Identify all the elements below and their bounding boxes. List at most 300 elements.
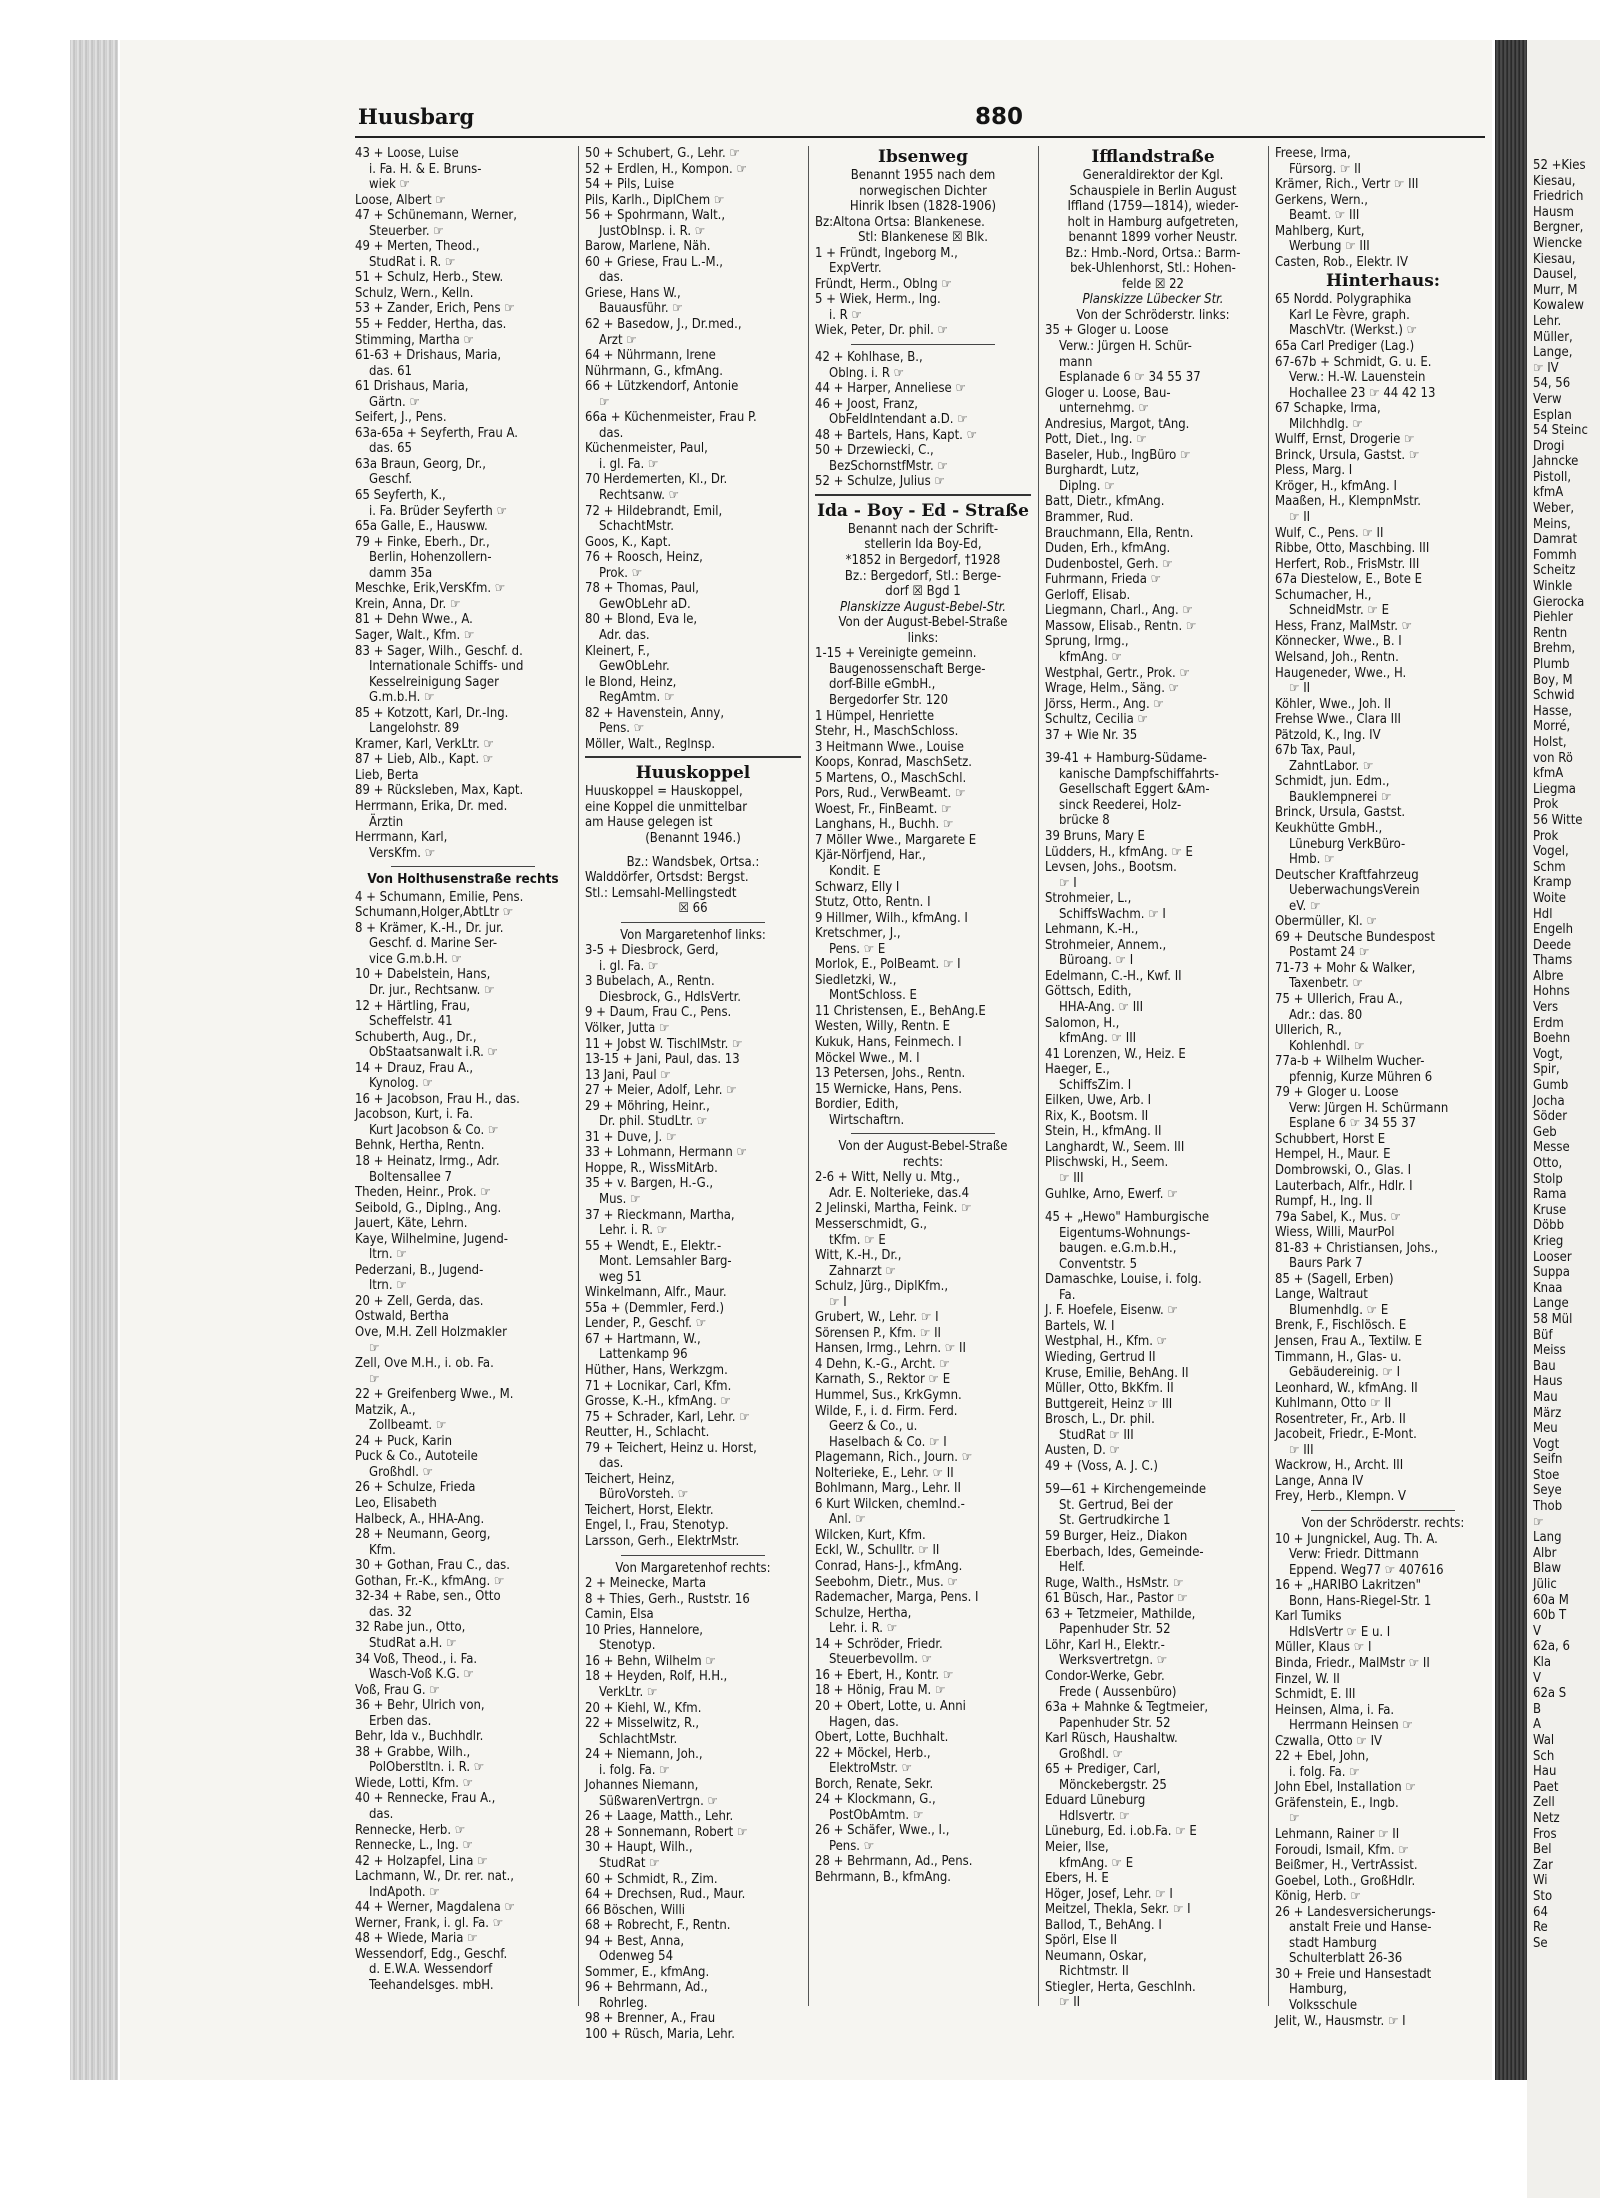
directory-entry: Witt, K.-H., Dr.,	[815, 1248, 902, 1264]
directory-entry-continuation: Internationale Schiffs- und	[369, 659, 524, 675]
directory-entry: Haeger, E.,	[1045, 1062, 1110, 1078]
directory-entry-continuation: Rohrleg.	[599, 1995, 648, 2011]
directory-entry: 24 + Klockmann, G.,	[815, 1792, 936, 1808]
next-page-text-fragment: Blaw	[1533, 1561, 1562, 1577]
next-page-text-fragment: Meiss	[1533, 1343, 1566, 1359]
directory-entry: 22 + Ebel, John,	[1275, 1749, 1369, 1765]
directory-entry-continuation: Postamt 24 ☞	[1289, 945, 1370, 961]
directory-entry: Rademacher, Marga, Pens. I	[815, 1590, 979, 1606]
directory-entry: 3-5 + Diesbrock, Gerd,	[585, 943, 719, 959]
directory-entry-continuation: G.m.b.H. ☞	[369, 690, 435, 706]
directory-entry: Pederzani, B., Jugend-	[355, 1262, 484, 1278]
directory-entry: Köhler, Wwe., Joh. II	[1275, 696, 1392, 712]
directory-entry: 44 + Harper, Anneliese ☞	[815, 381, 966, 397]
directory-entry-continuation: Hamburg,	[1289, 1982, 1347, 1998]
directory-entry-continuation: Baugenossenschaft Berge-	[829, 661, 986, 677]
directory-entry: Voß, Frau G. ☞	[355, 1682, 440, 1698]
next-page-text-fragment: Plumb	[1533, 657, 1570, 672]
directory-entry-continuation: Bergedorfer Str. 120	[829, 692, 949, 708]
directory-entry: Obert, Lotte, Buchhalt.	[815, 1730, 949, 1746]
directory-entry-continuation: das. 32	[369, 1604, 412, 1620]
street-info: holt in Hamburg aufgetreten,	[1067, 214, 1239, 230]
directory-entry-continuation: Papenhuder Str. 52	[1059, 1715, 1171, 1731]
directory-entry-continuation: Lehr. i. R. ☞	[599, 1223, 668, 1239]
directory-entry: 61-63 + Drishaus, Maria,	[355, 348, 502, 364]
directory-entry-continuation: Lehr. i. R. ☞	[829, 1621, 898, 1637]
directory-entry: Seibold, G., Diplng., Ang.	[355, 1200, 502, 1216]
section-rule	[621, 1555, 765, 1556]
directory-entry: Strohmeier, Annem.,	[1045, 937, 1167, 953]
directory-entry-continuation: Odenweg 54	[599, 1949, 674, 1965]
directory-entry: 77a-b + Wilhelm Wucher-	[1275, 1054, 1425, 1070]
directory-columns	[355, 146, 1485, 2042]
next-page-text-fragment: Engelh	[1533, 922, 1574, 938]
directory-entry: Lange, Anna IV	[1275, 1473, 1364, 1489]
directory-entry-continuation: ☞	[369, 1371, 380, 1387]
directory-entry: 66 Böschen, Willi	[585, 1902, 686, 1918]
next-page-text-fragment: Bel	[1533, 1842, 1552, 1858]
directory-entry: Brinck, Ursula, Gastst. ☞	[1275, 447, 1420, 463]
directory-entry-continuation: Steuerber. ☞	[369, 223, 444, 239]
directory-entry-continuation: StudRat i. R. ☞	[369, 254, 456, 270]
directory-entry-continuation: Kondit. E	[829, 863, 881, 879]
directory-entry: 63 + Tetzmeier, Mathilde,	[1045, 1606, 1196, 1622]
directory-entry: 9 + Daum, Frau C., Pens.	[585, 1005, 732, 1021]
directory-entry: Wackrow, H., Archt. III	[1275, 1458, 1404, 1474]
directory-entry-continuation: StudRat a.H. ☞	[369, 1635, 457, 1651]
next-page-text-fragment: März	[1533, 1405, 1562, 1421]
next-page-text-fragment: B	[1533, 1701, 1542, 1717]
directory-entry: 51 + Schulz, Herb., Stew.	[355, 270, 504, 286]
directory-entry-continuation: Gebäudereinig. ☞ I	[1289, 1365, 1401, 1381]
directory-entry: Kjär-Nörfjend, Har.,	[815, 848, 926, 864]
directory-entry: Lehmann, K.-H.,	[1045, 922, 1139, 938]
directory-entry: 67a Diestelow, E., Bote E	[1275, 572, 1423, 588]
directory-entry-continuation: Adr. E. Nolterieke, das.4	[829, 1185, 970, 1201]
directory-entry-continuation: Lattenkamp 96	[599, 1347, 688, 1363]
directory-entry-continuation: Oblng. i. R ☞	[829, 365, 905, 381]
directory-entry: Damaschke, Louise, i. folg.	[1045, 1272, 1202, 1288]
directory-entry: Lüdders, H., kfmAng. ☞ E	[1045, 844, 1193, 860]
directory-entry: Plischwski, H., Seem.	[1045, 1155, 1169, 1171]
next-page-text-fragment: Meu	[1533, 1421, 1558, 1437]
directory-entry-continuation: Karl Le Fèvre, graph.	[1289, 307, 1410, 323]
directory-entry-continuation: ltrn. ☞	[369, 1278, 407, 1294]
directory-entry: 52 + Erdlen, H., Kompon. ☞	[585, 161, 747, 177]
directory-entry: Gerkens, Wern.,	[1275, 192, 1368, 208]
next-page-text-fragment: 62a, 6	[1533, 1639, 1570, 1655]
directory-entry: 20 + Obert, Lotte, u. Anni	[815, 1698, 966, 1714]
next-page-text-fragment: Dausel,	[1533, 267, 1577, 283]
directory-entry-continuation: Geschf. d. Marine Ser-	[369, 936, 498, 952]
directory-entry-continuation: Helf.	[1059, 1560, 1086, 1576]
directory-entry: 61 Büsch, Har., Pastor ☞	[1045, 1591, 1188, 1607]
directory-entry: 96 + Behrmann, Ad.,	[585, 1980, 708, 1996]
directory-entry: Schmidt, jun. Edm.,	[1275, 774, 1390, 790]
directory-entry: Griese, Hans W.,	[585, 285, 681, 301]
directory-entry-continuation: Zahnarzt ☞	[829, 1263, 896, 1279]
directory-entry: 89 + Rücksleben, Max, Kapt.	[355, 783, 524, 799]
directory-entry: Völker, Jutta ☞	[585, 1020, 670, 1036]
directory-entry: Deutscher Kraftfahrzeug	[1275, 867, 1419, 883]
directory-entry-continuation: Wirtschaftrn.	[829, 1112, 905, 1128]
directory-entry: Grosse, K.-H., kfmAng. ☞	[585, 1394, 731, 1410]
directory-entry: Kramer, Karl, VerkLtr. ☞	[355, 736, 494, 752]
next-page-text-fragment: Boehn	[1533, 1031, 1571, 1047]
directory-entry: 1 Hümpel, Henriette	[815, 708, 935, 724]
next-page-text-fragment: Lehr.	[1533, 313, 1562, 329]
directory-entry: 20 + Zell, Gerda, das.	[355, 1293, 484, 1309]
section-rule	[391, 866, 535, 867]
directory-entry: Lüneburg, Ed. i.ob.Fa. ☞ E	[1045, 1824, 1197, 1840]
directory-entry: Ruge, Walth., HsMstr. ☞	[1045, 1575, 1184, 1591]
directory-entry: 12 + Härtling, Frau,	[355, 998, 471, 1014]
street-separator-rule	[585, 756, 801, 758]
directory-entry: Nolterieke, E., Lehr. ☞ II	[815, 1465, 954, 1481]
next-page-text-fragment: Looser	[1533, 1249, 1572, 1265]
section-rule	[1311, 1510, 1455, 1511]
directory-entry: 30 + Freie und Hansestadt	[1275, 1966, 1432, 1982]
directory-entry-continuation: dorf-Bille eGmbH.,	[829, 677, 936, 693]
directory-entry: Küchenmeister, Paul,	[585, 441, 708, 457]
directory-entry: 16 + Jacobson, Frau H., das.	[355, 1091, 520, 1107]
directory-entry-continuation: ObStaatsanwalt i.R. ☞	[369, 1045, 499, 1061]
directory-entry-continuation: baugen. e.G.m.b.H.,	[1059, 1241, 1177, 1257]
directory-entry-continuation: Mönckebergstr. 25	[1059, 1777, 1167, 1793]
next-page-text-fragment: Holst,	[1533, 734, 1567, 750]
next-page-text-fragment: Seifn	[1533, 1452, 1563, 1468]
directory-entry-continuation: das.	[369, 1806, 394, 1822]
directory-entry: 42 + Kohlhase, B.,	[815, 350, 923, 366]
directory-entry: Ostwald, Bertha	[355, 1309, 449, 1325]
directory-entry: 65a Galle, E., Hausww.	[355, 519, 488, 535]
directory-entry: Rosentreter, Fr., Arb. II	[1275, 1411, 1406, 1427]
directory-entry-continuation: Pens. ☞	[829, 1838, 875, 1854]
next-page-text-fragment: ☞	[1533, 1514, 1544, 1530]
directory-entry: 59—61 + Kirchengemeinde	[1045, 1482, 1207, 1498]
directory-entry-continuation: St. Gertrudkirche 1	[1059, 1513, 1171, 1529]
directory-entry: Binda, Friedr., MalMstr ☞ II	[1275, 1655, 1430, 1671]
directory-entry-continuation: weg 51	[599, 1269, 642, 1285]
directory-entry-continuation: Rechtsanw. ☞	[599, 488, 680, 504]
next-page-text-fragment: Paet	[1533, 1779, 1559, 1795]
street-info: Bz.: Hmb.-Nord, Ortsa.: Barm-	[1065, 245, 1241, 261]
street-info: *1852 in Bergedorf, †1928	[845, 553, 1001, 569]
next-page-text-fragment: 60b T	[1533, 1608, 1567, 1624]
directory-entry-continuation: Kesselreinigung Sager	[369, 674, 499, 690]
next-page-text-fragment: Rentn	[1533, 625, 1568, 641]
street-info: Von der August-Bebel-Straße	[838, 1139, 1008, 1155]
next-page-text-fragment: Jocha	[1533, 1093, 1565, 1109]
next-page-text-fragment: Hohns	[1533, 984, 1570, 1000]
directory-entry-continuation: Mus. ☞	[599, 1192, 641, 1207]
directory-entry-continuation: Kfm.	[369, 1542, 396, 1558]
directory-entry: Strohmeier, L.,	[1045, 891, 1132, 907]
directory-entry: Wilcken, Kurt, Kfm.	[815, 1527, 926, 1543]
directory-entry: 79 + Gloger u. Loose	[1275, 1085, 1399, 1101]
directory-entry: Grubert, W., Lehr. ☞ I	[815, 1310, 939, 1326]
directory-entry: Freese, Irma,	[1275, 146, 1351, 161]
spacer	[1045, 743, 1261, 751]
directory-entry: 49 + Merten, Theod.,	[355, 239, 480, 255]
directory-entry: 55 + Wendt, E., Elektr.-	[585, 1238, 722, 1254]
directory-entry: Brauchmann, Ella, Rentn.	[1045, 525, 1194, 541]
directory-column-5	[1275, 146, 1491, 2029]
next-page-text-fragment: Seye	[1533, 1483, 1562, 1499]
directory-entry: Schulze, Hertha,	[815, 1605, 912, 1621]
column-divider	[578, 146, 579, 2006]
directory-entry: Winkelmann, Alfr., Maur.	[585, 1285, 727, 1301]
directory-entry: Edelmann, C.-H., Kwf. II	[1045, 968, 1182, 984]
directory-entry-continuation: Bauklempnerei ☞	[1289, 789, 1392, 805]
directory-entry: 65 + Prediger, Carl,	[1045, 1762, 1161, 1778]
directory-entry: 42 + Holzapfel, Lina ☞	[355, 1853, 488, 1869]
directory-entry: Herfert, Rob., FrisMstr. III	[1275, 556, 1420, 572]
directory-entry: Finzel, W. II	[1275, 1671, 1340, 1687]
directory-entry: Conrad, Hans-J., kfmAng.	[815, 1559, 963, 1575]
directory-entry: 2 Jelinski, Martha, Feink. ☞	[815, 1201, 972, 1217]
directory-entry: 50 + Drzewiecki, C.,	[815, 443, 934, 459]
directory-entry: Behnk, Hertha, Rentn.	[355, 1138, 485, 1154]
directory-entry: Westphal, H., Kfm. ☞	[1045, 1334, 1168, 1350]
directory-entry: Wessendorf, Edg., Geschf.	[355, 1946, 508, 1962]
directory-entry: Brammer, Rud.	[1045, 510, 1134, 526]
directory-entry: Batt, Dietr., kfmAng.	[1045, 494, 1165, 510]
directory-entry-continuation: Erben das.	[369, 1713, 432, 1729]
directory-entry: Meier, Ilse,	[1045, 1839, 1109, 1855]
directory-entry: Foroudi, Ismail, Kfm. ☞	[1275, 1842, 1409, 1858]
directory-entry: Heinsen, Alma, i. Fa.	[1275, 1702, 1395, 1718]
directory-entry: 34 Voß, Theod., i. Fa.	[355, 1651, 478, 1667]
directory-entry: 7 Möller Wwe., Margarete E	[815, 832, 977, 848]
directory-entry: 15 Wernicke, Hans, Pens.	[815, 1081, 963, 1097]
next-page-text-fragment: Hasse,	[1533, 703, 1573, 719]
next-page-text-fragment: Piehler	[1533, 610, 1573, 626]
directory-entry-continuation: kfmAng. ☞	[1059, 649, 1123, 665]
directory-entry: 28 + Sonnemann, Robert ☞	[585, 1824, 748, 1840]
directory-entry: Johannes Niemann,	[585, 1778, 699, 1794]
next-page-text-fragment: Weber,	[1533, 501, 1575, 517]
directory-entry: 14 + Schröder, Friedr.	[815, 1636, 943, 1652]
street-info: rechts:	[902, 1154, 944, 1170]
directory-entry: Koops, Konrad, MaschSetz.	[815, 755, 972, 771]
directory-entry: 16 + „HARIBO Lakritzen"	[1275, 1578, 1421, 1594]
directory-entry-continuation: Adr. das.	[599, 627, 650, 643]
next-page-text-fragment: Hau	[1533, 1764, 1557, 1780]
directory-entry: Massow, Elisab., Rentn. ☞	[1045, 618, 1197, 634]
directory-entry: Siedletzki, W.,	[815, 972, 897, 988]
directory-entry-continuation: Werksvertretgn. ☞	[1059, 1653, 1168, 1669]
directory-entry: Leonhard, W., kfmAng. II	[1275, 1380, 1418, 1396]
directory-entry: Halbeck, A., HHA-Ang.	[355, 1511, 485, 1527]
next-page-text-fragment: Woite	[1533, 890, 1566, 906]
directory-entry: 11 Christensen, E., BehAng.E	[815, 1003, 986, 1019]
directory-entry: Brenk, F., Fischlösch. E	[1275, 1318, 1407, 1334]
next-page-text-fragment: Kiesau,	[1533, 173, 1576, 189]
directory-entry: 13 Jani, Paul ☞	[585, 1067, 671, 1083]
next-page-text-fragment: Lange	[1533, 1296, 1569, 1312]
next-page-text-fragment: Lang	[1533, 1530, 1562, 1546]
directory-entry: 31 + Duve, J. ☞	[585, 1129, 677, 1145]
directory-entry: 32 Rabe jun., Otto,	[355, 1620, 466, 1636]
directory-entry-continuation: Fa.	[1059, 1287, 1076, 1303]
directory-entry-continuation: Dr. jur., Rechtsanw. ☞	[369, 982, 495, 998]
directory-entry: Eduard Lüneburg	[1045, 1793, 1146, 1809]
directory-entry: Kröger, H., kfmAng. I	[1275, 478, 1397, 494]
directory-entry: 55 + Fedder, Hertha, das.	[355, 317, 507, 333]
directory-entry-continuation: Scheffelstr. 41	[369, 1014, 453, 1030]
directory-entry-continuation: Hagen, das.	[829, 1714, 899, 1730]
directory-entry-continuation: St. Gertrud, Bei der	[1059, 1497, 1173, 1513]
directory-entry-continuation: Milchhdlg. ☞	[1289, 416, 1363, 432]
directory-entry: 3 Bubelach, A., Rentn.	[585, 974, 715, 990]
next-page-text-fragment: ☞ IV	[1533, 360, 1559, 376]
directory-entry-continuation: ☞ I	[1059, 875, 1077, 891]
directory-entry: Wiede, Lotti, Kfm. ☞	[355, 1775, 474, 1791]
directory-entry: Krämer, Rich., Vertr ☞ III	[1275, 177, 1419, 193]
directory-entry: Plagemann, Rich., Journ. ☞	[815, 1450, 973, 1466]
directory-entry: Wulf, C., Pens. ☞ II	[1275, 525, 1384, 541]
directory-entry: le Blond, Heinz,	[585, 674, 677, 690]
directory-entry: 75 + Schrader, Karl, Lehr. ☞	[585, 1409, 750, 1425]
directory-entry: Mahlberg, Kurt,	[1275, 223, 1365, 239]
next-page-text-fragment: 62a S	[1533, 1686, 1567, 1702]
directory-entry: 100 + Rüsch, Maria, Lehr.	[585, 2026, 735, 2042]
directory-entry: Könnecker, Wwe., B. I	[1275, 634, 1402, 650]
directory-entry: Beißmer, H., VertrAssist.	[1275, 1858, 1418, 1874]
directory-entry: Spörl, Else II	[1045, 1933, 1118, 1949]
street-info: bek-Uhlenhorst, Stl.: Hohen-	[1070, 261, 1236, 277]
directory-entry-continuation: anstalt Freie und Hanse-	[1289, 1920, 1432, 1936]
directory-entry: 81 + Dehn Wwe., A.	[355, 612, 473, 628]
directory-entry-continuation: Zollbeamt. ☞	[369, 1418, 447, 1434]
directory-entry: Morlok, E., PolBeamt. ☞ I	[815, 957, 961, 973]
directory-entry: Müller, Klaus ☞ I	[1275, 1640, 1372, 1656]
directory-entry: 5 + Wiek, Herm., Ing.	[815, 292, 941, 308]
directory-entry-continuation: Geschf.	[369, 472, 413, 488]
directory-entry-continuation: GewObLehr aD.	[599, 596, 691, 612]
header-rule	[355, 136, 1485, 138]
directory-entry-continuation: VerkLtr. ☞	[599, 1684, 658, 1700]
directory-entry: Stimming, Martha ☞	[355, 332, 474, 348]
directory-entry: Eckl, W., Schulltr. ☞ II	[815, 1543, 940, 1559]
next-page-text-fragment: kfmA	[1533, 766, 1564, 782]
directory-entry: 26 + Schulze, Frieda	[355, 1480, 476, 1496]
directory-entry-continuation: Verw: Jürgen H. Schürmann	[1289, 1100, 1449, 1116]
directory-entry: 44 + Werner, Magdalena ☞	[355, 1900, 516, 1916]
directory-entry: Keukhütte GmbH.,	[1275, 820, 1383, 836]
directory-entry-continuation: StudRat ☞	[599, 1855, 660, 1871]
directory-entry: 1 + Fründt, Ingeborg M.,	[815, 245, 958, 261]
directory-entry: Huuskoppel = Hauskoppel,	[585, 784, 743, 800]
directory-entry-continuation: Conventstr. 5	[1059, 1256, 1138, 1272]
directory-entry-continuation: PolOberstltn. i. R. ☞	[369, 1760, 485, 1776]
directory-entry: Pils, Karlh., DiplChem ☞	[585, 192, 725, 208]
directory-entry: Andresius, Margot, tAng.	[1045, 416, 1190, 432]
directory-entry-continuation: Diesbrock, G., HdlsVertr.	[599, 989, 741, 1005]
directory-entry: 79 + Teichert, Heinz u. Horst,	[585, 1440, 757, 1456]
directory-entry: 67 + Hartmann, W.,	[585, 1331, 701, 1347]
spacer	[1045, 1202, 1261, 1210]
directory-entry: Göttsch, Edith,	[1045, 984, 1132, 1000]
directory-entry-continuation: Verw.: Jürgen H. Schür-	[1059, 339, 1192, 355]
next-page-text-fragment: Brehm,	[1533, 641, 1576, 657]
directory-entry: König, Herb. ☞	[1275, 1889, 1361, 1905]
directory-entry-continuation: Schulterblatt 26-36	[1289, 1951, 1403, 1967]
directory-entry-continuation: i. folg. Fa. ☞	[1289, 1764, 1360, 1780]
directory-entry: 48 + Bartels, Hans, Kapt. ☞	[815, 427, 978, 443]
directory-entry: Loose, Albert ☞	[355, 192, 446, 208]
directory-entry: Rennecke, L., Ing. ☞	[355, 1838, 473, 1854]
directory-entry: Pless, Marg. I	[1275, 463, 1353, 479]
directory-entry: Westen, Willy, Rentn. E	[815, 1019, 951, 1035]
directory-entry: 18 + Heinatz, Irmg., Adr.	[355, 1154, 500, 1169]
directory-entry: Seifert, J., Pens.	[355, 410, 447, 426]
directory-entry: 60 + Griese, Frau L.-M.,	[585, 254, 723, 270]
directory-entry: Wulff, Ernst, Drogerie ☞	[1275, 432, 1415, 448]
map-reference: Planskizze Lübecker Str.	[1082, 292, 1224, 308]
directory-entry: Herrmann, Karl,	[355, 830, 448, 846]
street-info: Benannt nach der Schrift-	[847, 521, 999, 537]
directory-entry: 9 Hillmer, Wilh., kfmAng. I	[815, 910, 968, 926]
directory-entry: Lauterbach, Alfr., Hdlr. I	[1275, 1178, 1413, 1194]
directory-entry: Ribbe, Otto, Maschbing. III	[1275, 541, 1430, 557]
next-page-text-fragment: Wal	[1533, 1732, 1555, 1748]
directory-entry-continuation: Großhdl. ☞	[369, 1464, 434, 1480]
directory-entry-continuation: Haselbach & Co. ☞ I	[829, 1434, 947, 1450]
directory-entry: Kretschmer, J.,	[815, 926, 901, 942]
directory-entry-continuation: Gärtn. ☞	[369, 394, 420, 410]
directory-entry-continuation: Pens. ☞ E	[829, 941, 886, 957]
directory-entry: 43 + Loose, Luise	[355, 146, 459, 161]
directory-entry: 1-15 + Vereinigte gemeinn.	[815, 646, 977, 662]
directory-entry: 40 + Rennecke, Frau A.,	[355, 1791, 496, 1807]
directory-entry-continuation: Ärztin	[369, 814, 404, 830]
directory-entry: Schumann,Holger,AbtLtr ☞	[355, 905, 514, 921]
directory-entry: Schwarz, Elly I	[815, 879, 900, 895]
section-heading: Von Holthusenstraße rechts	[367, 871, 559, 888]
directory-entry-continuation: i. R ☞	[829, 307, 863, 323]
directory-entry-continuation: Herrmann Heinsen ☞	[1289, 1718, 1413, 1734]
street-info: Bz.: Wandsbek, Ortsa.:	[626, 854, 760, 870]
directory-entry: Wieding, Gertrud II	[1045, 1350, 1156, 1366]
directory-entry: Kukuk, Hans, Feinmech. I	[815, 1034, 962, 1050]
directory-entry: Langhans, H., Buchh. ☞	[815, 817, 954, 833]
directory-entry: Wiek, Peter, Dr. phil. ☞	[815, 323, 949, 339]
directory-entry-continuation: Kohlenhdl. ☞	[1289, 1038, 1365, 1054]
street-info: stellerin Ida Boy-Ed,	[864, 537, 982, 553]
directory-entry-continuation: Taxenbetr. ☞	[1289, 976, 1364, 992]
directory-entry-continuation: MaschVtr. (Werkst.) ☞	[1289, 323, 1418, 339]
directory-entry: 55a + (Demmler, Ferd.)	[585, 1300, 725, 1316]
directory-entry: 16 + Ebert, H., Kontr. ☞	[815, 1667, 954, 1683]
directory-entry: 18 + Heyden, Rolf, H.H.,	[585, 1669, 728, 1685]
directory-entry-continuation: Büroang. ☞ I	[1059, 953, 1134, 969]
directory-entry: Brosch, L., Dr. phil.	[1045, 1412, 1155, 1428]
directory-entry: Schulz, Jürg., DiplKfm.,	[815, 1279, 949, 1295]
directory-entry: 62 + Basedow, J., Dr.med.,	[585, 317, 742, 333]
street-info: Von Margaretenhof rechts:	[615, 1560, 771, 1576]
directory-entry-continuation: stadt Hamburg	[1289, 1935, 1377, 1951]
directory-entry: 48 + Wiede, Maria ☞	[355, 1931, 478, 1947]
directory-entry-continuation: Papenhuder Str. 52	[1059, 1622, 1171, 1638]
directory-entry-continuation: wiek ☞	[369, 177, 410, 193]
spacer	[1045, 1474, 1261, 1482]
directory-entry: Hoppe, R., WissMitArb.	[585, 1160, 718, 1176]
next-page-text-fragment: A	[1533, 1717, 1541, 1733]
next-page-text-fragment: Hausm	[1533, 204, 1574, 220]
book-page-edge-left	[70, 40, 118, 2080]
